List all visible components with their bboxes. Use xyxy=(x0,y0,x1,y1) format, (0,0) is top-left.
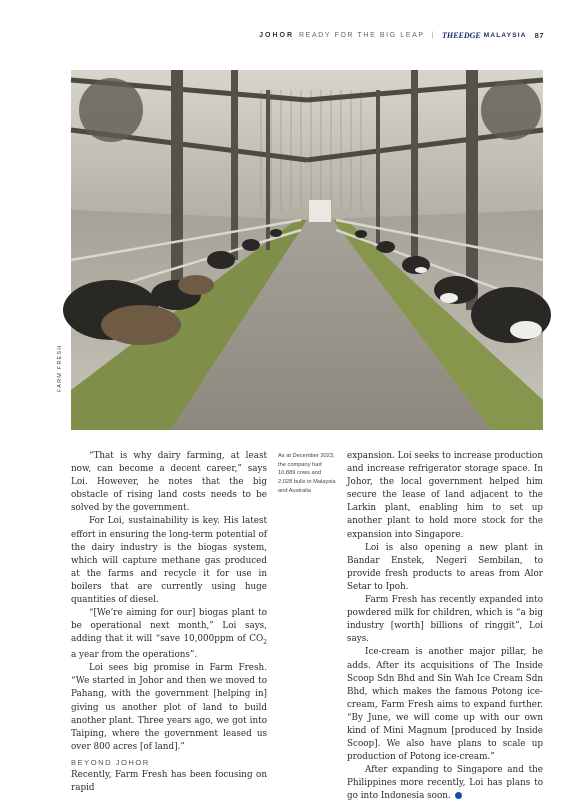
paragraph: Farm Fresh has recently expanded into powdered milk for children, which is “a big industry [worth] billions of ringgit”, Loi says. xyxy=(347,595,543,645)
article-column-1 xyxy=(71,450,267,795)
section-name: JOHOR xyxy=(259,31,295,39)
text-run: a year from the operations”. xyxy=(71,650,198,661)
barn-illustration xyxy=(71,70,543,430)
end-of-article-icon xyxy=(455,792,462,799)
paragraph: Loi sees big promise in Farm Fresh. “We started in Johor and then we moved to Pahang, with the government [helping in] giving us another plot of land to build another plant. Three years ago, we got into Taiping, where the government leased us over 800 acres [of land].” xyxy=(71,663,267,752)
photo-credit: FARM FRESH xyxy=(57,344,63,392)
publication-logo: THEEDGE xyxy=(442,30,481,40)
subscript: 2 xyxy=(263,639,267,647)
text-run: After expanding to Singapore and the Philippines more recently, Loi has plans to go into Indonesia soon. xyxy=(347,765,543,802)
header-separator: | xyxy=(431,31,436,39)
publication-country: MALAYSIA xyxy=(483,31,527,39)
article-column-2 xyxy=(347,450,543,804)
photo-caption: As at December 2023, the company had 10,889 cows and 2,028 bulls in Malaysia and Australia xyxy=(278,453,336,494)
page-header xyxy=(259,29,544,41)
paragraph: expansion. Loi seeks to increase production and increase refrigerator storage space. In Johor, the local government helped him secure the lease of land adjacent to the Larkin plant, enabling him to set up another plant to hold more stock for the expansion into Singapore. xyxy=(347,451,543,540)
page-number: 87 xyxy=(534,30,544,40)
section-tagline: READY FOR THE BIG LEAP xyxy=(299,31,425,39)
paragraph xyxy=(71,607,267,662)
paragraph: “That is why dairy farming, at least now, can become a decent career,” says Loi. However, he notes that the big obstacle of rising land costs needs to be solved by the government. xyxy=(71,451,267,514)
dairy-barn-photo xyxy=(71,70,543,430)
paragraph xyxy=(347,764,543,803)
subheading: BEYOND JOHOR xyxy=(71,757,150,767)
paragraph: For Loi, sustainability is key. His latest effort in ensuring the long-term potential of the dairy industry is the biogas system, which will capture methane gas produced at the farms and recycle it for use in boilers that are currently using huge quantities of diesel. xyxy=(71,516,267,606)
paragraph: Recently, Farm Fresh has been focusing on rapid xyxy=(71,770,267,794)
paragraph: Loi is also opening a new plant in Bandar Enstek, Negeri Sembilan, to provide fresh products to areas from Alor Setar to Ipoh. xyxy=(347,542,543,592)
text-run: “[We’re aiming for our] biogas plant to be operational next month,” Loi says, adding that it will “save 10,000ppm of CO xyxy=(71,608,267,645)
paragraph: Ice-cream is another major pillar, he adds. After its acquisitions of The Inside Scoop Sdn Bhd and Sin Wah Ice Cream Sdn Bhd, which makes the famous Potong ice-cream, Farm Fresh aims to expand further. “By June, we will come up with our own kind of Mini Magnum [produced by Inside Scoop]. We also have plans to scale up production of Potong ice-cream.” xyxy=(347,647,543,763)
